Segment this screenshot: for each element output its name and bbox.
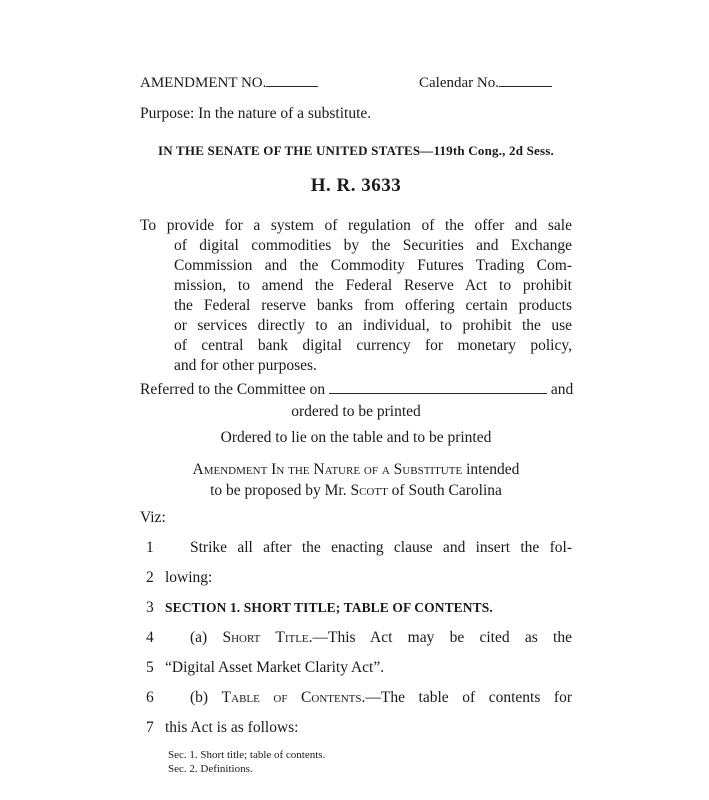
amendment-no-blank	[266, 73, 318, 87]
body-line	[140, 688, 572, 708]
long-title-line: Commission and the Commodity Futures Trading Com-	[174, 257, 572, 274]
referred-line-post: and	[550, 381, 574, 398]
long-title-line: mission, to amend the Federal Reserve Act to prohibit	[174, 277, 572, 294]
body-line-text	[165, 598, 572, 618]
calendar-no-blank	[499, 73, 552, 87]
long-title-line: and for other purposes.	[174, 357, 317, 374]
long-title	[140, 216, 572, 376]
line-number: 2	[146, 569, 154, 586]
senate-caption: IN THE SENATE OF THE UNITED STATES—119th Cong., 2d Sess.	[157, 143, 554, 158]
text-segment: “Digital Asset Market Clarity Act”.	[165, 659, 385, 676]
text-segment: .—The table of contents for	[361, 689, 572, 706]
numbered-body-lines	[140, 538, 572, 738]
body-line-text	[165, 688, 572, 708]
long-title-line: or services directly to an individual, to prohibit the use	[174, 317, 572, 334]
body-line	[140, 658, 572, 678]
body-line	[140, 538, 572, 558]
referral-block	[140, 379, 572, 423]
substitute-caption-line-2	[140, 480, 572, 501]
line-number: 5	[146, 659, 154, 676]
text-segment: lowing:	[165, 569, 213, 586]
body-line-text	[165, 538, 572, 558]
calendar-no-group	[419, 73, 552, 93]
text-segment: this Act is as follows:	[165, 719, 299, 736]
lie-on-table-line: Ordered to lie on the table and to be printed	[220, 429, 492, 446]
committee-name-blank	[329, 380, 547, 394]
body-line-text	[165, 658, 572, 678]
substitute-caption	[140, 459, 572, 501]
amendment-no-label: AMENDMENT NO.	[140, 75, 267, 91]
toc-line: Sec. 1. Short title; table of contents.	[168, 749, 326, 761]
line-number: 3	[146, 599, 154, 616]
purpose-line: Purpose: In the nature of a substitute.	[140, 105, 372, 122]
long-title-line: of digital commodities by the Securities and Exchange	[174, 237, 572, 254]
body-line	[140, 718, 572, 738]
line-number: 1	[146, 539, 154, 556]
long-title-line: of central bank digital currency for monetary policy,	[174, 337, 572, 354]
small-caps-text: Scott	[350, 482, 388, 499]
text-segment: .—This Act may be cited as the	[308, 629, 572, 646]
line-number: 6	[146, 689, 154, 706]
referred-line-pre: Referred to the Committee on	[140, 381, 326, 398]
body-line-text	[165, 568, 572, 588]
text-segment: (a)	[190, 629, 223, 646]
line-number: 4	[146, 629, 154, 646]
small-caps-text: Short Title	[222, 629, 309, 646]
text-segment: to be proposed by Mr.	[210, 482, 351, 499]
table-of-contents	[140, 749, 572, 776]
small-caps-text: Amendment In the Nature of a Substitute	[192, 461, 463, 478]
amendment-document	[140, 0, 572, 776]
body-line	[140, 568, 572, 588]
long-title-line: To provide for a system of regulation of the offer and sale	[140, 217, 572, 234]
bill-number: H. R. 3633	[310, 175, 402, 196]
referred-line	[140, 379, 572, 401]
small-caps-text: Table of Contents	[221, 689, 362, 706]
body-line	[140, 598, 572, 618]
text-segment: intended	[462, 461, 520, 478]
text-segment: SECTION 1. SHORT TITLE; TABLE OF CONTENTS.	[165, 600, 493, 615]
long-title-line: the Federal reserve banks from offering certain products	[174, 297, 572, 314]
text-segment: (b)	[190, 689, 222, 706]
body-line	[140, 628, 572, 648]
text-segment: Strike all after the enacting clause and insert the fol-	[190, 539, 572, 556]
body-line-text	[165, 718, 572, 738]
substitute-caption-line-1	[140, 459, 572, 480]
body-line-text	[165, 628, 572, 648]
calendar-no-label: Calendar No.	[419, 75, 499, 91]
viz-label: Viz:	[140, 509, 166, 526]
text-segment: of South Carolina	[387, 482, 502, 499]
number-header-row	[140, 73, 572, 93]
ordered-to-be-printed-line: ordered to be printed	[291, 403, 421, 420]
amendment-no-group	[140, 73, 318, 93]
line-number: 7	[146, 719, 154, 736]
toc-line: Sec. 2. Definitions.	[168, 762, 253, 775]
